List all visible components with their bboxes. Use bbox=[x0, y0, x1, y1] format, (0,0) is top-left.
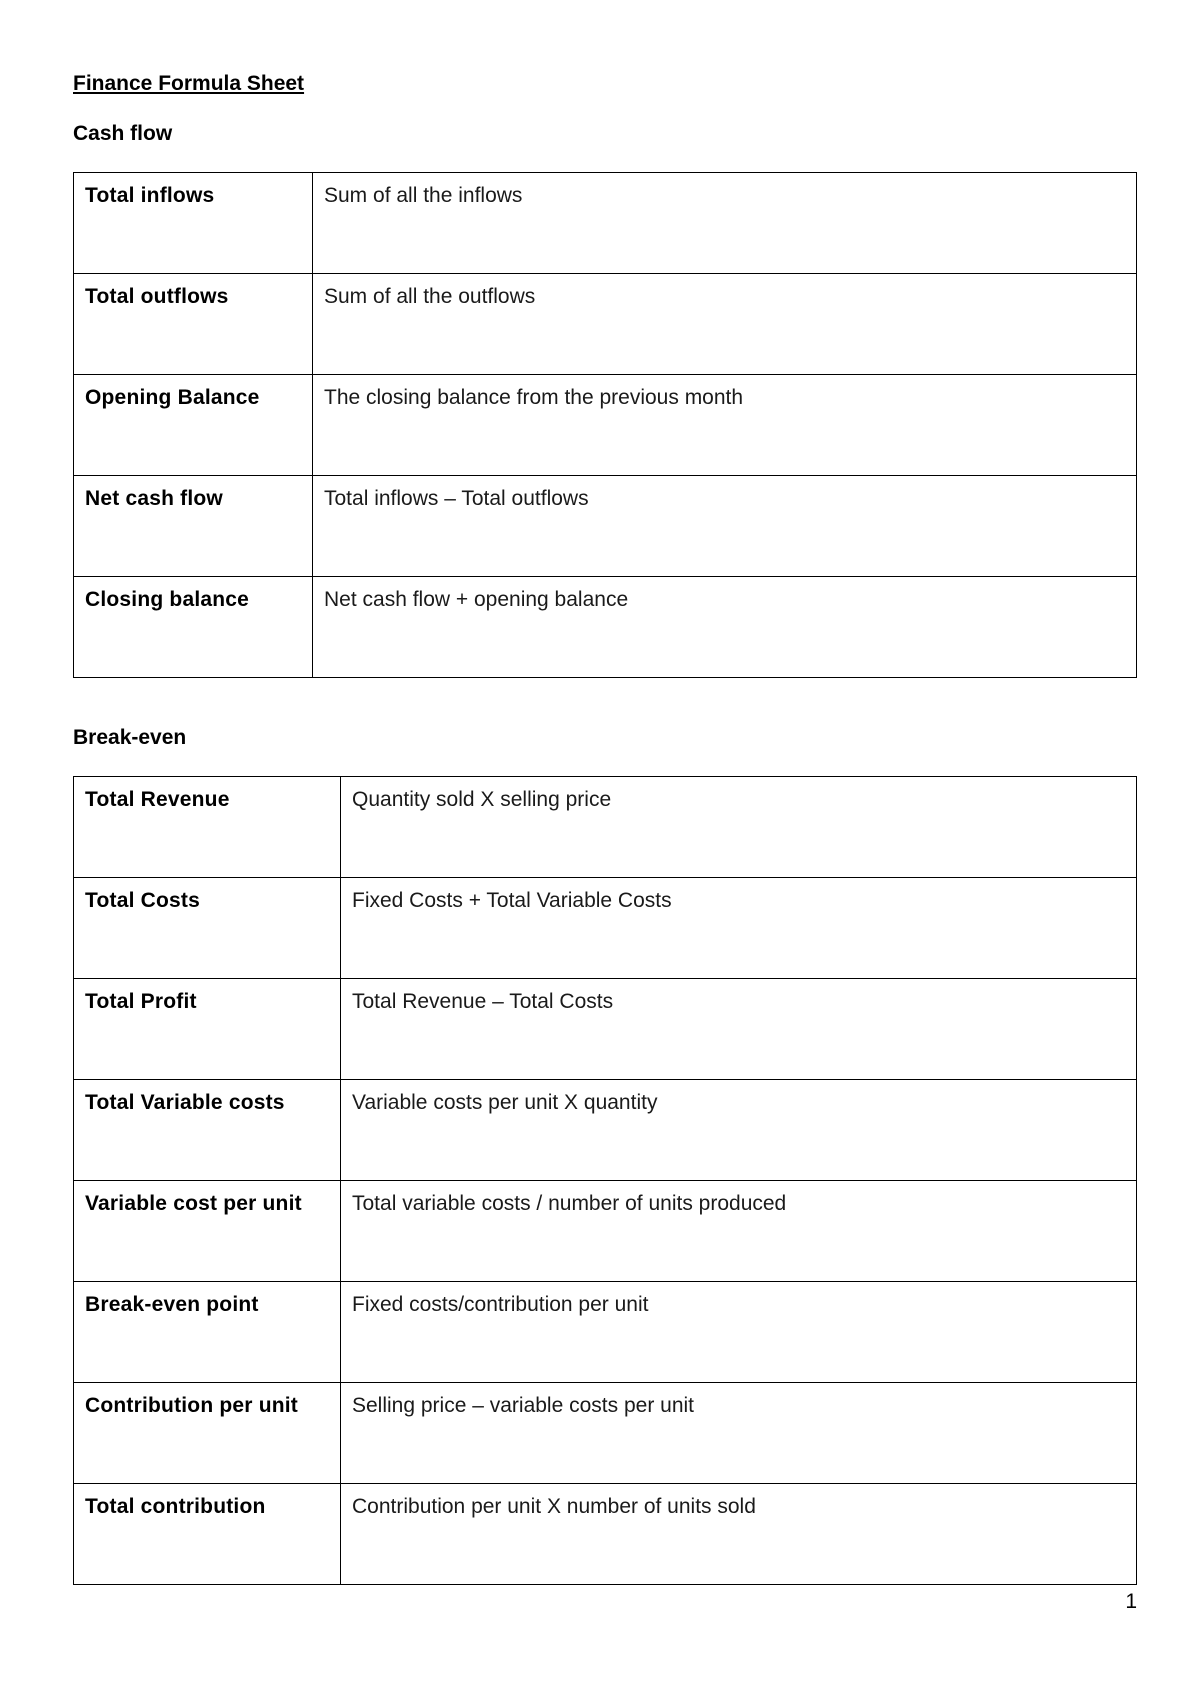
formula-cell: Total Revenue – Total Costs bbox=[341, 979, 1137, 1080]
table-row bbox=[74, 777, 1137, 878]
table-row bbox=[74, 1181, 1137, 1282]
table-row bbox=[74, 274, 1137, 375]
term-cell: Total outflows bbox=[74, 274, 313, 375]
term-cell: Total Costs bbox=[74, 878, 341, 979]
term-cell: Break-even point bbox=[74, 1282, 341, 1383]
term-cell: Total inflows bbox=[74, 173, 313, 274]
section-heading-break-even: Break-even bbox=[73, 726, 187, 749]
formula-cell: Variable costs per unit X quantity bbox=[341, 1080, 1137, 1181]
formula-cell: Selling price – variable costs per unit bbox=[341, 1383, 1137, 1484]
table-row bbox=[74, 1282, 1137, 1383]
formula-cell: Fixed Costs + Total Variable Costs bbox=[341, 878, 1137, 979]
cash-flow-table bbox=[73, 172, 1137, 678]
table-row bbox=[74, 1080, 1137, 1181]
table-row bbox=[74, 878, 1137, 979]
term-cell: Total Revenue bbox=[74, 777, 341, 878]
term-cell: Total Variable costs bbox=[74, 1080, 341, 1181]
table-row bbox=[74, 1383, 1137, 1484]
table-row bbox=[74, 979, 1137, 1080]
term-cell: Closing balance bbox=[74, 577, 313, 678]
formula-cell: Sum of all the outflows bbox=[313, 274, 1137, 375]
formula-cell: Quantity sold X selling price bbox=[341, 777, 1137, 878]
term-cell: Net cash flow bbox=[74, 476, 313, 577]
term-cell: Contribution per unit bbox=[74, 1383, 341, 1484]
page-title: Finance Formula Sheet bbox=[73, 72, 305, 95]
formula-cell: Contribution per unit X number of units sold bbox=[341, 1484, 1137, 1585]
table-row bbox=[74, 577, 1137, 678]
formula-cell: Sum of all the inflows bbox=[313, 173, 1137, 274]
formula-cell: Fixed costs/contribution per unit bbox=[341, 1282, 1137, 1383]
formula-cell: Net cash flow + opening balance bbox=[313, 577, 1137, 678]
formula-cell: Total inflows – Total outflows bbox=[313, 476, 1137, 577]
table-row bbox=[74, 173, 1137, 274]
table-row bbox=[74, 375, 1137, 476]
term-cell: Total contribution bbox=[74, 1484, 341, 1585]
table-row bbox=[74, 1484, 1137, 1585]
term-cell: Variable cost per unit bbox=[74, 1181, 341, 1282]
section-heading-cash-flow: Cash flow bbox=[73, 122, 173, 145]
table-row bbox=[74, 476, 1137, 577]
page-number: 1 bbox=[1125, 1590, 1137, 1613]
term-cell: Total Profit bbox=[74, 979, 341, 1080]
formula-cell: The closing balance from the previous month bbox=[313, 375, 1137, 476]
break-even-table bbox=[73, 776, 1137, 1585]
formula-cell: Total variable costs / number of units produced bbox=[341, 1181, 1137, 1282]
term-cell: Opening Balance bbox=[74, 375, 313, 476]
